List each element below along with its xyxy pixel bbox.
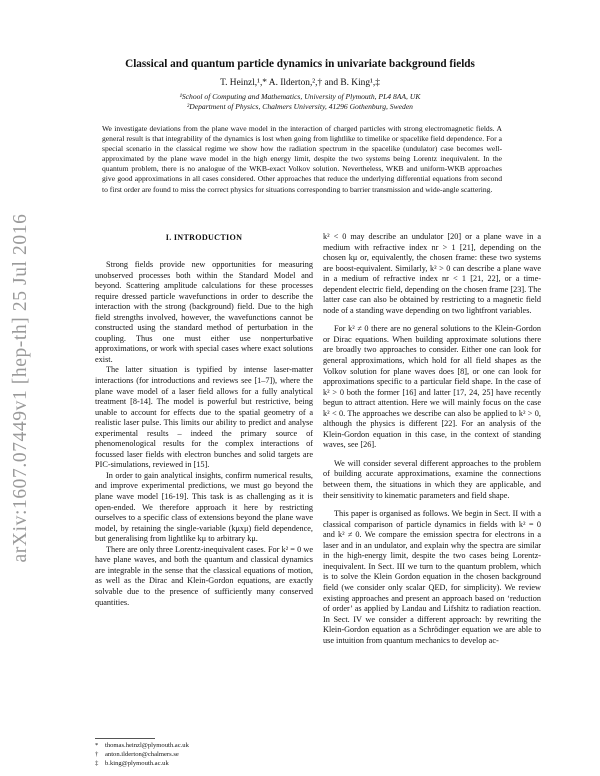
affiliation-1: ¹School of Computing and Mathematics, University of Plymouth, PL4 8AA, UK bbox=[179, 92, 421, 101]
footnote-mark: ‡ bbox=[95, 760, 99, 767]
footnote bbox=[95, 759, 313, 768]
footnote-mark: † bbox=[95, 751, 99, 758]
footnote-email: b.king@plymouth.ac.uk bbox=[105, 760, 169, 767]
paragraph: This paper is organised as follows. We begin in Sect. II with a classical comparison of particle dynamics in fields with k² = 0 and k² ≠ 0. We compare the emission spectra for electrons in a laser and in an undulator, and explain why the spectra are similar in the high-energy limit, despite the two cases being Lorentz-inequivalent. In Sect. III we turn to the quantum problem, which is to solve the Klein Gordon equation in the chosen background field (we consider only scalar QED, for simplicity). We review existing approaches and present an approach based on ‘reduction of order’ as applied by Landau and Lifshitz to radiation reaction. In Sect. IV we consider a different approach: by rewriting the Klein-Gordon equation as a Schrödinger equation we are able to use intuition from quantum mechanics to develop ac- bbox=[323, 509, 541, 645]
footnote-rule bbox=[95, 738, 155, 739]
footnote-mark: * bbox=[95, 742, 99, 749]
right-column bbox=[323, 232, 541, 646]
paper-title: Classical and quantum particle dynamics in univariate background fields bbox=[125, 58, 475, 70]
abstract: We investigate deviations from the plane wave model in the interaction of charged particles with strong electromagnetic fields. A general result is that integrability of the dynamics is lost when going from lightlike to timelike or spacelike field dependence. For a special scenario in the classical regime we show how the radiation spectrum in the spacelike (undulator) case becomes well-approximated by the plane wave model in the high energy limit, despite the two systems being Lorentz inequivalent. In the quantum problem, there is no analogue of the WKB-exact Volkov solution. Nevertheless, WKB and uniform-WKB approaches give good approximations in all cases considered. Other approaches that reduce the underlying differential equations from second to first order are found to miss the correct physics for situations corresponding to barrier transmission and wide-angle scattering. bbox=[102, 124, 502, 194]
paragraph: In order to gain analytical insights, confirm numerical results, and improve experimental predictions, we must go beyond the plane wave model [16-19]. This task is as challenging as it is open-ended. We therefore approach it here by restricting ourselves to a specific class of extensions beyond the plane wave model, by retaining the single-variable (kμxμ) field dependence, but generalising from lightlike kμ to arbitrary kμ. bbox=[95, 470, 313, 544]
arxiv-identifier: arXiv:1607.07449v1 [hep-th] 25 Jul 2016 bbox=[10, 213, 31, 563]
paragraph: There are only three Lorentz-inequivalent cases. For k² = 0 we have plane waves, and both the quantum and classical dynamics are integrable in the sense that the classical equations of motion, as well as the Dirac and Klein-Gordon equations, are exactly solvable due to the presence of sufficiently many conserved quantities. bbox=[95, 544, 313, 607]
left-column bbox=[95, 260, 313, 608]
footnote-email: thomas.heinzl@plymouth.ac.uk bbox=[105, 742, 189, 749]
author-list: T. Heinzl,¹,* A. Ilderton,²,† and B. King¹,‡ bbox=[220, 78, 380, 88]
footnote bbox=[95, 750, 313, 759]
paragraph: k² < 0 may describe an undulator [20] or a plane wave in a medium with refractive index nr > 1 [21], depending on the chosen kμ or, equivalently, the chosen frame: these two systems are boost-equivalent. Similarly, k² > 0 can describe a plane wave in a medium of refractive index nr < 1 [21, 22], or a time-dependent electric field, depending on the chosen frame [23]. The latter case can also be obtained by restricting to a magnetic field node of a standing wave depending on two lightfront variables. bbox=[323, 232, 541, 315]
section-heading: I. INTRODUCTION bbox=[165, 233, 243, 242]
footnote-email: anton.ilderton@chalmers.se bbox=[105, 751, 179, 758]
paragraph: For k² ≠ 0 there are no general solutions to the Klein-Gordon or Dirac equations. When building approximate solutions there are broadly two approaches to consider. Either one can look for general approximations, which hold for all field shapes as the Volkov solution for plane waves does [8], or one can look for approximations specific to a particular field shape. In the case of k² > 0 both the former [16] and latter [17, 24, 25] have recently begun to attract attention. Here we will mainly focus on the case k² < 0. The approaches we describe can also be applied to k² > 0, although the physics is different [22]. For an analysis of the Klein-Gordon equation in this case, in the context of standing waves, see [26]. bbox=[323, 324, 541, 450]
paragraph: We will consider several different approaches to the problem of building accurate approximations, examine the connections between them, the situations in which they are applicable, and their sensitivity to kinematic parameters and field shape. bbox=[323, 458, 541, 500]
paragraph: The latter situation is typified by intense laser-matter interactions (for introductions and reviews see [1–7]), where the plane wave model of a laser field allows for a fully analytical treatment [8-14]. The model is powerful but restrictive, being unable to account for effects due to the spatial geometry of a realistic laser pulse. This limits our ability to predict and analyse experimental results – indeed the primary source of phenomenological results for the complex interactions of focussed laser fields with electron bunches and solid targets are PIC-simulations, reviewed in [15]. bbox=[95, 365, 313, 470]
affiliation-2: ²Department of Physics, Chalmers University, 41296 Gothenburg, Sweden bbox=[187, 102, 413, 111]
paragraph: Strong fields provide new opportunities for measuring unobserved processes both within the Standard Model and beyond. Scattering amplitude calculations for these processes require dressed particle wavefunctions in order to describe the interaction with the strong (background) field. Due to the high field strengths involved, however, the wavefunctions cannot be constructed using the standard method of perturbation in the coupling. Thus one must either use nonperturbative approximations, or work with special cases where exact solutions exist. bbox=[95, 260, 313, 364]
footnote bbox=[95, 741, 313, 750]
